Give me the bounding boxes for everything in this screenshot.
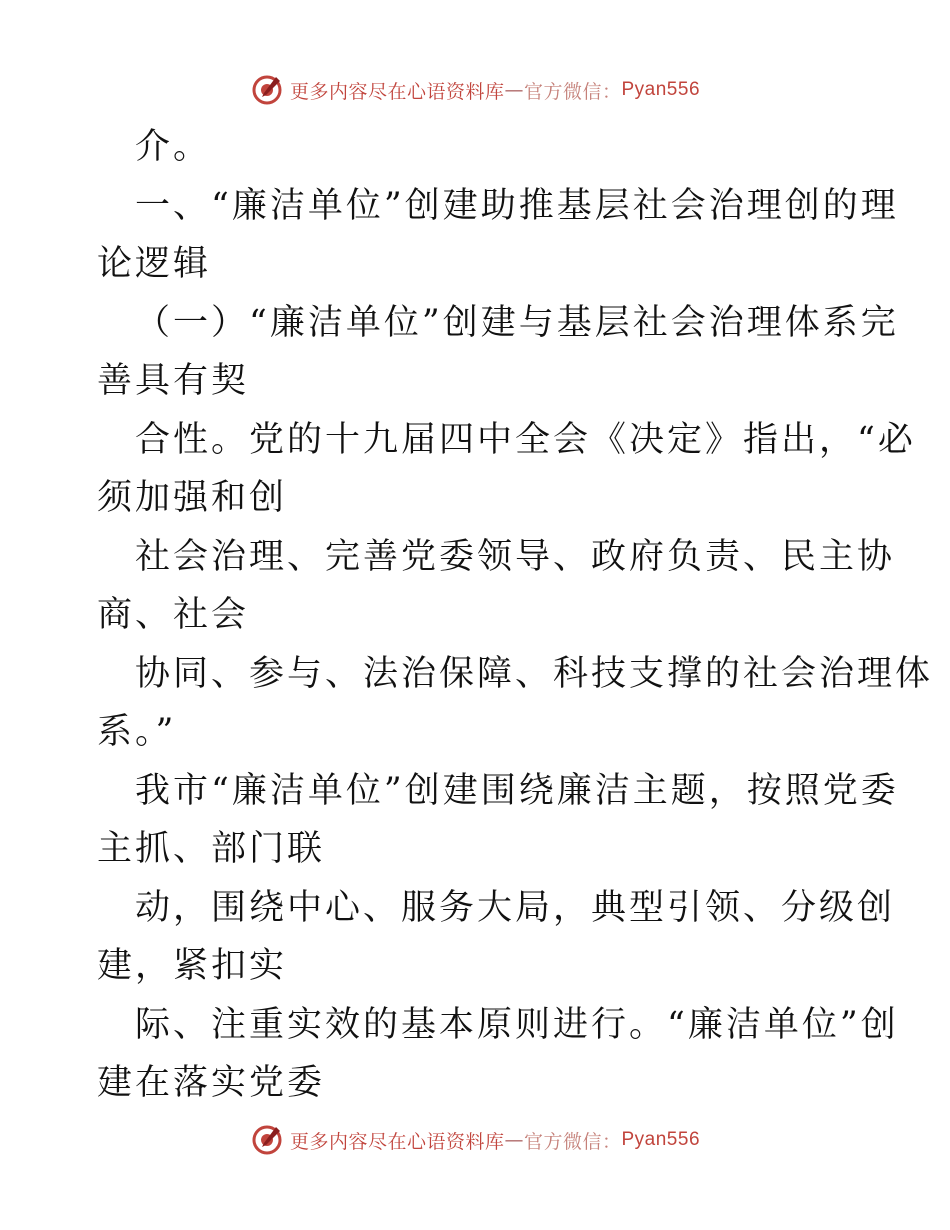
body-line: 协同、参与、法治保障、科技支撑的社会治理体	[135, 653, 934, 694]
body-line: 论逻辑	[97, 244, 212, 284]
footer-wechat-label: 官方微信：	[523, 1130, 622, 1153]
header-banner	[0, 70, 950, 110]
body-line: 我市“廉洁单位”创建围绕廉洁主题，按照党委	[135, 770, 899, 811]
footer-wechat-id: Pyan556	[621, 1129, 701, 1150]
header-wechat-label: 官方微信：	[523, 80, 622, 103]
body-line: 社会治理、完善党委领导、政府负责、民主协	[135, 536, 896, 577]
body-line: 须加强和创	[97, 478, 288, 518]
header-site-text: 更多内容尽在心语资料库	[289, 80, 505, 103]
document-body	[97, 118, 934, 1113]
body-line: 建，紧扣实	[97, 946, 288, 986]
header-wechat-id: Pyan556	[621, 79, 701, 100]
quill-logo-icon	[250, 73, 284, 107]
body-line: 介。	[135, 127, 212, 167]
body-line: 建在落实党委	[97, 1063, 326, 1103]
body-line: 动，围绕中心、服务大局，典型引领、分级创	[135, 887, 896, 928]
body-line: 善具有契	[97, 361, 250, 401]
footer-separator: —	[504, 1129, 524, 1151]
footer-site-text: 更多内容尽在心语资料库	[289, 1130, 505, 1153]
body-line: 商、社会	[97, 595, 250, 635]
body-line: 一、“廉洁单位”创建助推基层社会治理创的理	[135, 185, 899, 226]
body-line: 际、注重实效的基本原则进行。“廉洁单位”创	[135, 1004, 899, 1045]
body-line: （一）“廉洁单位”创建与基层社会治理体系完	[135, 302, 899, 343]
body-line: 合性。党的十九届四中全会《决定》指出，“必	[135, 419, 916, 460]
quill-logo-icon	[250, 1123, 284, 1157]
body-line: 系。”	[97, 712, 177, 752]
body-line: 主抓、部门联	[97, 829, 326, 869]
header-separator: —	[504, 79, 524, 101]
footer-banner	[0, 1120, 950, 1160]
